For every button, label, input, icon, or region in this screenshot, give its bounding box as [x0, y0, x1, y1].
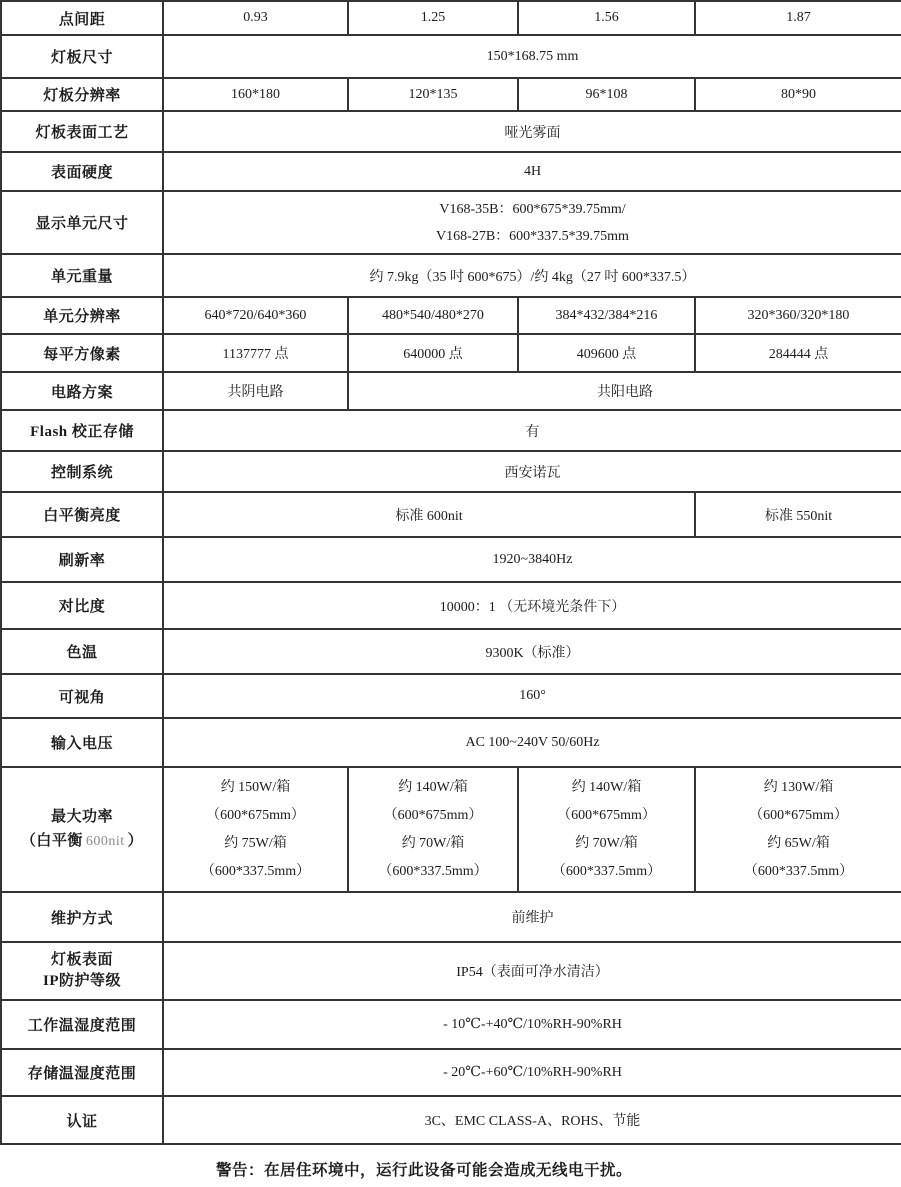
cell-line: V168-27B：600*337.5*39.75mm: [436, 228, 629, 244]
cell: 1.56: [518, 1, 695, 35]
cell: - 10℃-+40℃/10%RH-90%RH: [163, 1000, 901, 1049]
cell: 有: [163, 410, 901, 451]
row-label: 每平方像素: [1, 334, 163, 372]
cell-line: 约 70W/箱: [575, 835, 638, 851]
row-label: 单元重量: [1, 254, 163, 297]
row-pixels-per-sqm: [1, 334, 901, 372]
cell: 320*360/320*180: [695, 297, 901, 334]
cell: 480*540/480*270: [348, 297, 518, 334]
row-label: 刷新率: [1, 537, 163, 582]
cell-line: （600*337.5mm）: [743, 863, 854, 879]
cell: 1920~3840Hz: [163, 537, 901, 582]
row-label: 输入电压: [1, 718, 163, 767]
cell: 9300K（标准）: [163, 629, 901, 674]
cell: 640*720/640*360: [163, 297, 348, 334]
row-label: 表面硬度: [1, 152, 163, 191]
cell-line: 约 140W/箱: [571, 779, 642, 795]
cell-line: （600*337.5mm）: [378, 863, 488, 879]
cell: 409600 点: [518, 334, 695, 372]
row-label: 对比度: [1, 582, 163, 629]
cell: 哑光雾面: [163, 111, 901, 152]
cell: [695, 767, 901, 892]
cell: [348, 767, 518, 892]
row-label: 灯板分辨率: [1, 78, 163, 111]
row-certification: [1, 1096, 901, 1144]
row-label: 白平衡亮度: [1, 492, 163, 537]
radio-interference-warning: 警告：在居住环境中，运行此设备可能会造成无线电干扰。: [216, 1162, 633, 1179]
row-label: 控制系统: [1, 451, 163, 492]
cell: 标准 600nit: [163, 492, 695, 537]
row-unit-size: [1, 191, 901, 254]
cell-line: （600*675mm）: [749, 807, 848, 823]
cell-line: （600*675mm）: [383, 807, 483, 823]
row-label: 点间距: [1, 1, 163, 35]
row-contrast-ratio: [1, 582, 901, 629]
cell: IP54（表面可净水清洁）: [163, 942, 901, 1000]
row-label-line: （白平衡 600nit ）: [20, 833, 144, 849]
cell-line: （600*675mm）: [557, 807, 656, 823]
cell: 10000：1 （无环境光条件下）: [163, 582, 901, 629]
row-maintenance: [1, 892, 901, 942]
row-label-line: 灯板表面: [50, 952, 113, 968]
row-surface-hardness: [1, 152, 901, 191]
cell: 1.25: [348, 1, 518, 35]
row-label: 工作温湿度范围: [1, 1000, 163, 1049]
row-storage-temp-humidity: [1, 1049, 901, 1096]
row-operating-temp-humidity: [1, 1000, 901, 1049]
cell: 284444 点: [695, 334, 901, 372]
row-label: 维护方式: [1, 892, 163, 942]
row-label: 色温: [1, 629, 163, 674]
cell: 前维护: [163, 892, 901, 942]
row-label: 灯板表面工艺: [1, 111, 163, 152]
row-module-resolution: [1, 78, 901, 111]
cell-line: 约 70W/箱: [401, 835, 465, 851]
cell-line: 约 75W/箱: [224, 835, 287, 851]
row-input-voltage: [1, 718, 901, 767]
cell: 640000 点: [348, 334, 518, 372]
cell: 约 7.9kg（35 吋 600*675）/约 4kg（27 吋 600*337.5）: [163, 254, 901, 297]
cell: 96*108: [518, 78, 695, 111]
cell: 共阴电路: [163, 372, 348, 410]
cell: [163, 191, 901, 254]
cell: 4H: [163, 152, 901, 191]
cell: 150*168.75 mm: [163, 35, 901, 78]
cell: 3C、EMC CLASS-A、ROHS、节能: [163, 1096, 901, 1144]
cell-line: （600*675mm）: [206, 807, 305, 823]
cell: AC 100~240V 50/60Hz: [163, 718, 901, 767]
row-label: [1, 767, 163, 892]
brightness-value: 600nit: [85, 834, 125, 849]
cell-line: 约 65W/箱: [767, 835, 830, 851]
row-label: 单元分辨率: [1, 297, 163, 334]
cell: 80*90: [695, 78, 901, 111]
row-label: [1, 942, 163, 1000]
row-dot-pitch: [1, 1, 901, 35]
cell-line: 约 150W/箱: [220, 779, 291, 795]
row-color-temperature: [1, 629, 901, 674]
cell: 西安诺瓦: [163, 451, 901, 492]
cell-line: V168-35B：600*675*39.75mm/: [439, 201, 626, 217]
cell: [518, 767, 695, 892]
cell: 160°: [163, 674, 901, 718]
row-label: 存储温湿度范围: [1, 1049, 163, 1096]
cell-line: （600*337.5mm）: [551, 863, 662, 879]
row-label: 电路方案: [1, 372, 163, 410]
cell: 1.87: [695, 1, 901, 35]
row-module-size: [1, 35, 901, 78]
row-white-balance-brightness: [1, 492, 901, 537]
cell-line: （600*337.5mm）: [200, 863, 311, 879]
cell: [163, 767, 348, 892]
row-module-surface: [1, 111, 901, 152]
row-label: 认证: [1, 1096, 163, 1144]
cell: 120*135: [348, 78, 518, 111]
row-circuit-type: [1, 372, 901, 410]
cell: 0.93: [163, 1, 348, 35]
row-label: 显示单元尺寸: [1, 191, 163, 254]
cell: - 20℃-+60℃/10%RH-90%RH: [163, 1049, 901, 1096]
cell: 160*180: [163, 78, 348, 111]
row-viewing-angle: [1, 674, 901, 718]
cell: 1137777 点: [163, 334, 348, 372]
cell: 共阳电路: [348, 372, 901, 410]
cell: 384*432/384*216: [518, 297, 695, 334]
row-ip-rating: [1, 942, 901, 1000]
row-control-system: [1, 451, 901, 492]
row-label: Flash 校正存储: [1, 410, 163, 451]
row-label: 灯板尺寸: [1, 35, 163, 78]
row-unit-resolution: [1, 297, 901, 334]
row-flash-storage: [1, 410, 901, 451]
row-label-line: 最大功率: [50, 809, 113, 825]
cell: 标准 550nit: [695, 492, 901, 537]
row-label-line: IP防护等级: [42, 973, 121, 989]
row-unit-weight: [1, 254, 901, 297]
cell-line: 约 140W/箱: [398, 779, 468, 795]
row-refresh-rate: [1, 537, 901, 582]
row-label: 可视角: [1, 674, 163, 718]
cell-line: 约 130W/箱: [763, 779, 834, 795]
row-max-power: [1, 767, 901, 892]
